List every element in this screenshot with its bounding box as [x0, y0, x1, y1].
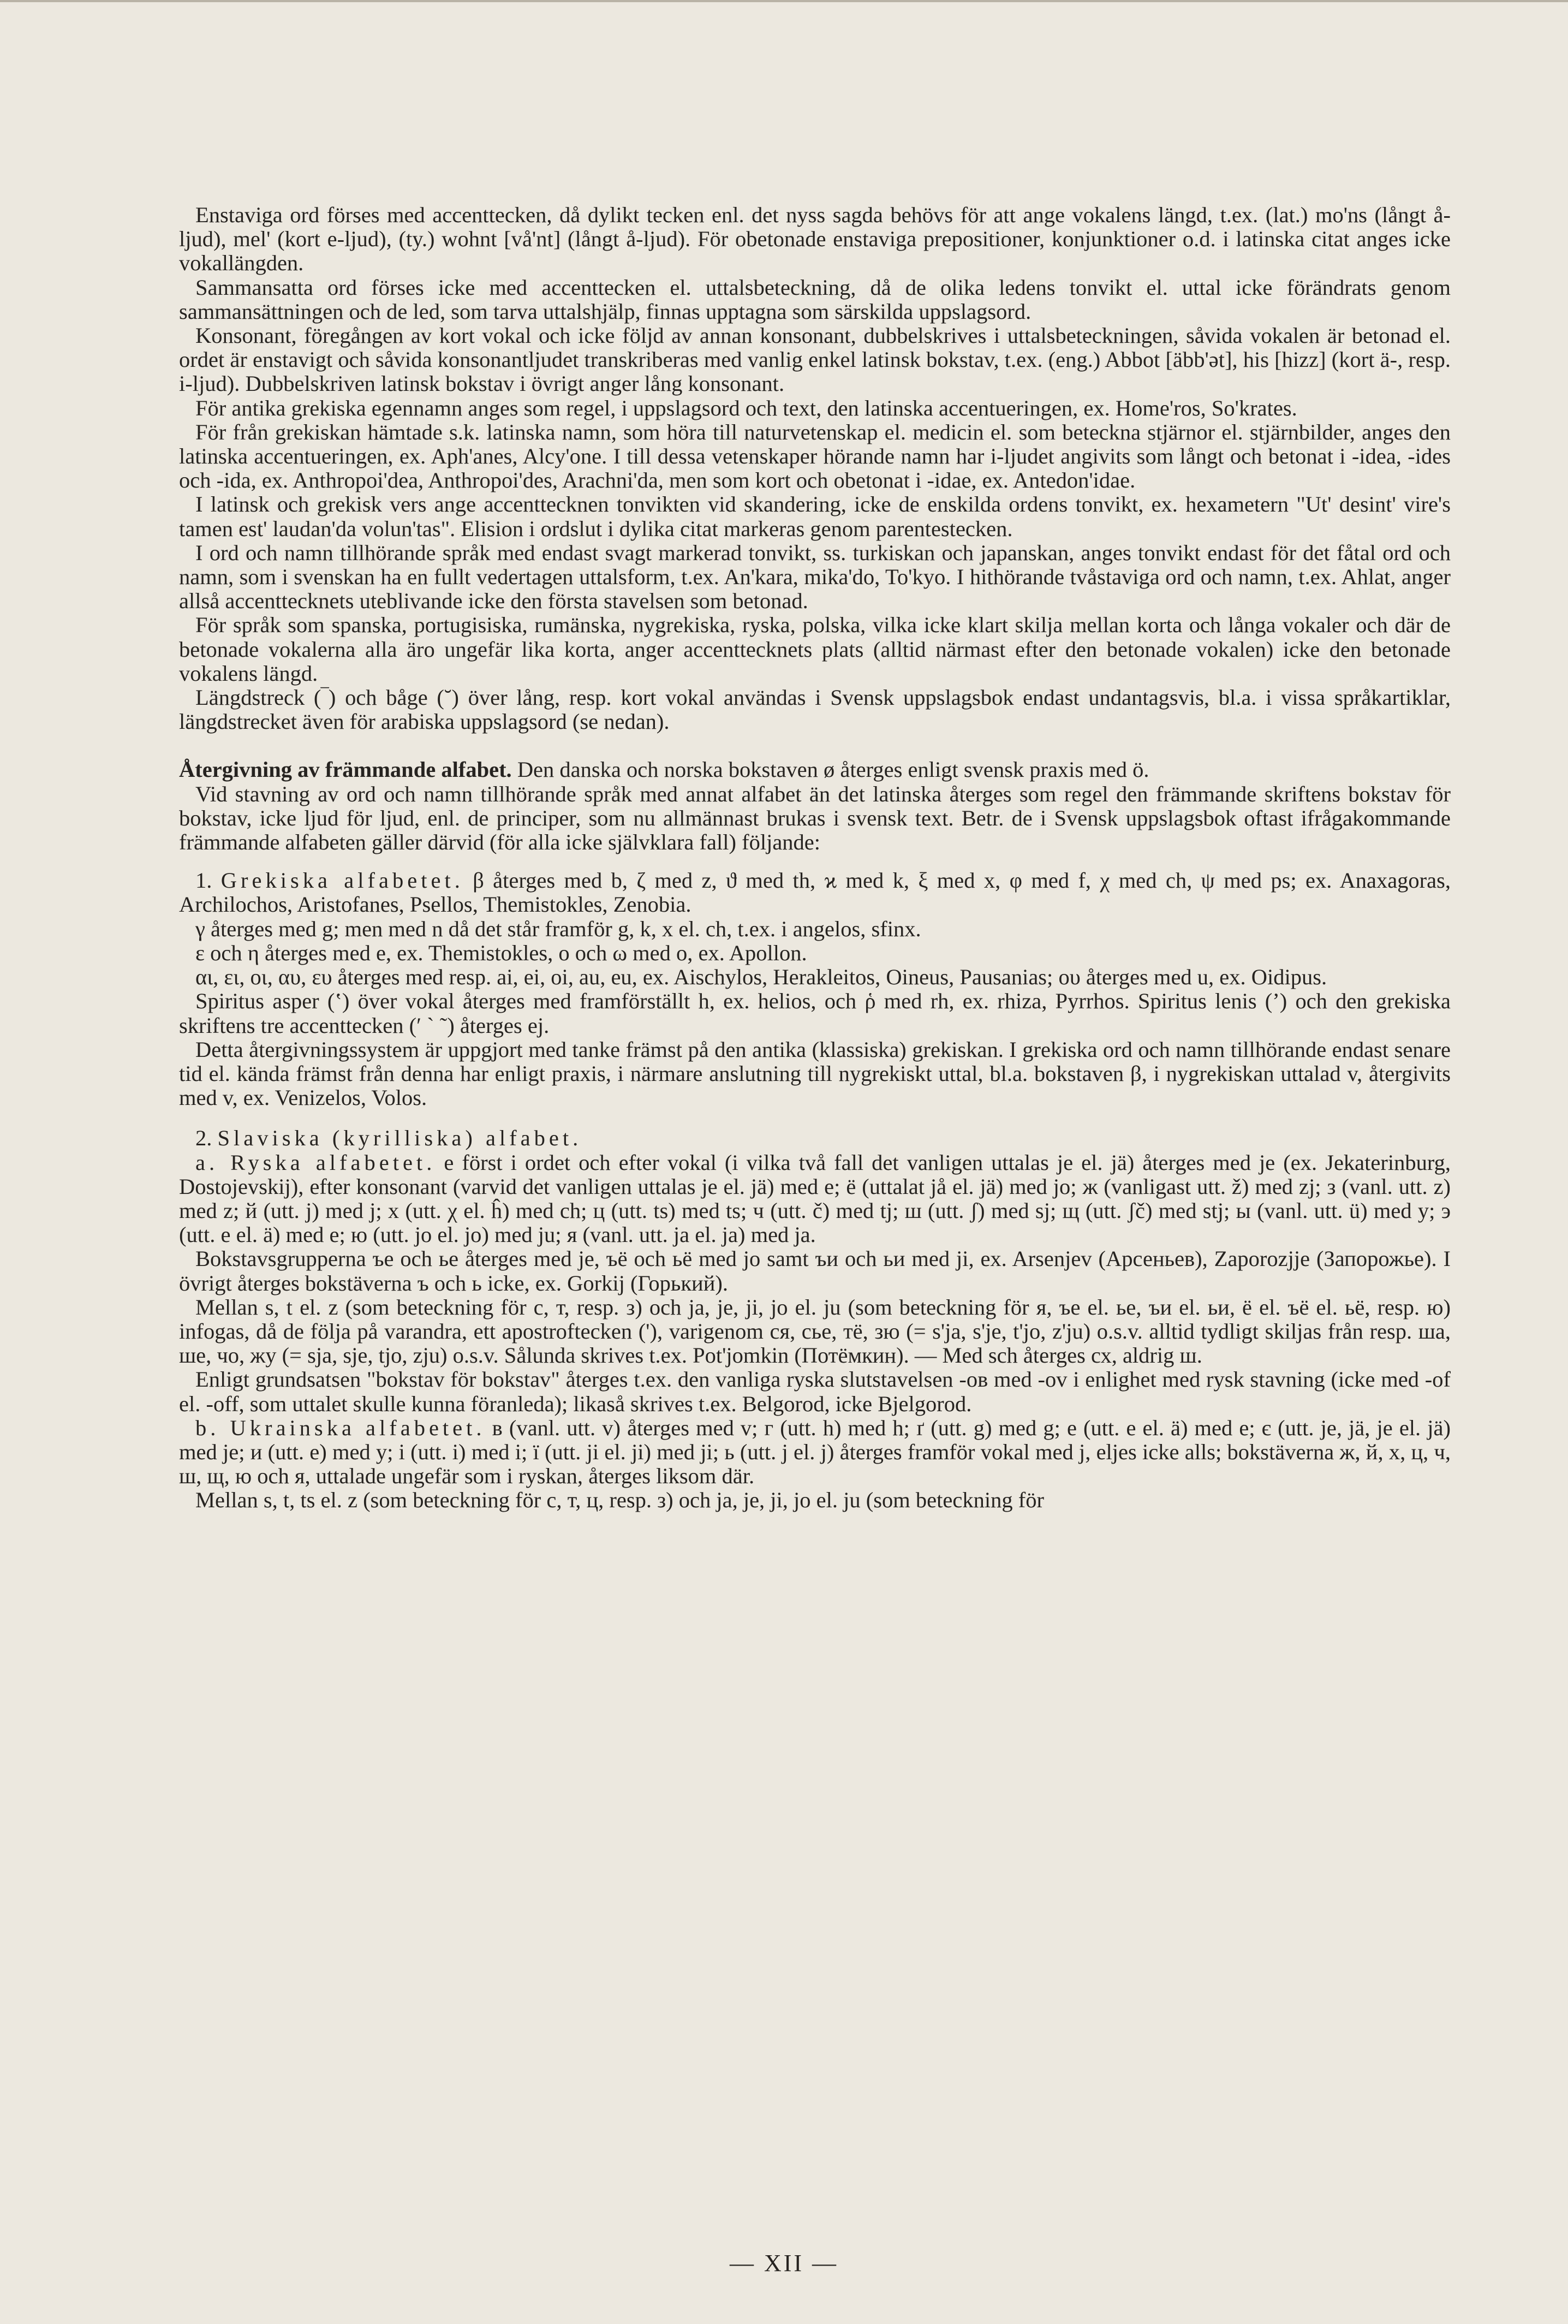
section-intro: Den danska och norska bokstaven ø återges enligt svensk praxis med ö.: [517, 757, 1149, 782]
russian-label: a. Ryska alfabetet.: [195, 1150, 436, 1175]
greek-lead-text: β återges med b, ζ med z, ϑ med th, ϰ med k, ξ med x, φ med f, χ med ch, ψ med ps; ex. Anaxagoras, Archilochos, Aristofanes, Psellos, Themistokles, Zenobia.: [179, 868, 1451, 917]
greek-line-diphthongs: αι, ει, οι, αυ, ευ återges med resp. ai, ei, oi, au, eu, ex. Aischylos, Herakleitos, Oineus, Pausanias; ου återges med u, ex. Oidipus.: [195, 965, 1327, 990]
page-number: — XII —: [729, 2250, 839, 2277]
paragraph-konsonant: Konsonant, föregången av kort vokal och icke följd av annan konsonant, dubbelskrives i uttalsbeteckningen, såvida vokalen är betonad el. ordet är enstavigt och såvida konsonantljudet transkriberas med vanlig enkel latinsk bokstav, t.ex. (eng.) Abbot [äbb'ət], his [hizz] (kort ä-, resp. i-ljud). Dubbelskriven latinsk bokstav i övrigt anger lång konsonant.: [179, 323, 1451, 396]
section-heading-paragraph: [179, 758, 1451, 782]
paragraph-antika-grekiska: För antika grekiska egennamn anges som regel, i uppslagsord och text, den latinska accentueringen, ex. Home'ros, So'krates.: [195, 395, 1297, 420]
russian-lead: [179, 1151, 1451, 1247]
ukrainian-label: b. Ukrainska alfabetet.: [195, 1415, 486, 1440]
greek-line-gamma: γ återges med g; men med n då det står framför g, k, x el. ch, t.ex. i angelos, sfinx.: [195, 916, 921, 941]
ukrainian-last-line: Mellan s, t, ts el. z (som beteckning för с, т, ц, resp. з) och ja, je, ji, jo el. ju (som beteckning för: [195, 1488, 1044, 1513]
slavic-number: 2.: [195, 1126, 212, 1151]
section-gap: [179, 1110, 1451, 1126]
paragraph-enstaviga: Enstaviga ord förses med accenttecken, då dylikt tecken enl. det nyss sagda behövs för att ange vokalens längd, t.ex. (lat.) mo'ns (långt å-ljud), mel' (kort e-ljud), (ty.) wohnt [vå'nt] (långt å-ljud). För obetonade enstaviga prepositioner, konjunktioner o.d. i latinska citat anges icke vokallängden.: [179, 203, 1451, 276]
paragraph-svag-tonvikt: I ord och namn tillhörande språk med endast svagt markerad tonvikt, ss. turkiskan och japanskan, anges tonvikt endast för det fåtal ord och namn, som i svenskan ha en fullt vedertagen uttalsform, t.ex. An'kara, mika'do, To'kyo. I hithörande tvåstaviga ord och namn, t.ex. Ahlat, anger allså accenttecknets uteblivande icke den första stavelsen som betonad.: [179, 540, 1451, 614]
greek-line-system: Detta återgivningssystem är uppgjort med tanke främst på den antika (klassiska) grekiskan. I grekiska ord och namn tillhörande endast senare tid el. kända främst från denna har enligt praxis, i närmare anslutning till nygrekiskt uttal, bl.a. bokstaven β, i nygrekiskan uttalad v, återgivits med v, ex. Venizelos, Volos.: [179, 1037, 1451, 1110]
paragraph-spraak: För språk som spanska, portugisiska, rumänska, nygrekiska, ryska, polska, vilka icke klart skilja mellan korta och långa vokaler och där de betonade vokalerna alla äro ungefär lika korta, anger accenttecknets plats (alltid närmast efter den betonade vokalen) icke den betonade vokalens längd.: [179, 613, 1451, 686]
greek-line-epsilon: ε och η återges med e, ex. Themistokles, ο och ω med o, ex. Apollon.: [195, 940, 807, 965]
russian-line-apostrophe: Mellan s, t el. z (som beteckning för с, т, resp. з) och ja, je, ji, jo el. ju (som beteckning för я, ъе el. ье, ъи el. ьи, ё el. ъё el. ьё, resp. ю) infogas, då de följa på varandra, ett apostroftecken ('), varigenom ся, сье, тё, зю (= s'ja, s'je, t'jo, z'ju) o.s.v. alltid tydligt skiljas från resp. ша, ше, чо, жу (= sja, sje, tjo, zju) o.s.v. Sålunda skrives t.ex. Pot'jomkin (Потёмкин). — Med sch återges сх, aldrig ш.: [179, 1294, 1451, 1368]
slavic-heading: [179, 1126, 1451, 1150]
section-heading: Återgivning av främmande alfabet.: [179, 757, 512, 782]
russian-line-principle: Enligt grundsatsen "bokstav för bokstav" återges t.ex. den vanliga ryska slutstavelsen -ов med -ov i enlighet med rysk stavning (icke med -of el. -off, som uttalet skulle kunna föranleda); likaså skrives t.ex. Belgorod, icke Bjelgorod.: [179, 1367, 1451, 1416]
paragraph-stavning: Vid stavning av ord och namn tillhörande språk med annat alfabet än det latinska återges som regel den främmande skriftens bokstav för bokstav, icke ljud för ljud, enl. de principer, som nu allmännast brukas i svensk text. Betr. de i Svensk uppslagsbok oftast ifrågakommande främmande alfabeten gäller därvid (för alla icke självklara fall) följande:: [179, 781, 1451, 855]
paragraph-sammansatta: Sammansatta ord förses icke med accenttecken el. uttalsbeteckning, då de olika ledens tonvikt el. uttal icke förändrats genom sammansättningen och de led, som tarva uttalshjälp, finnas upptagna som särskilda uppslagsord.: [179, 275, 1451, 324]
section-gap: [179, 734, 1451, 758]
russian-line-groups: Bokstavsgrupperna ъе och ье återges med je, ъё och ьё med jo samt ъи och ьи med ji, ex. Arsenjev (Арсеньев), Zaporozjje (Запорожье). I övrigt återges bokstäverna ъ och ь icke, ex. Gorkij (Горький).: [179, 1246, 1451, 1295]
greek-line-spiritus: Spiritus asper (ʽ) över vokal återges med framförställt h, ex. helios, och ῥ med rh, ex. rhiza, Pyrrhos. Spiritus lenis (ʼ) och den grekiska skriftens tre accenttecken (ʹ ˋ ˜) återges ej.: [179, 989, 1451, 1038]
greek-lead: [179, 869, 1451, 917]
section-gap: [179, 854, 1451, 869]
paragraph-latinska-namn: För från grekiskan hämtade s.k. latinska namn, som höra till naturvetenskap el. medicin el. som beteckna stjärnor el. stjärnbilder, anges den latinska accentueringen, ex. Aph'anes, Alcy'one. I till dessa vetenskaper hörande namn har i-ljudet angivits som långt och betonat i -idea, -ides och -ida, ex. Anthropoi'dea, Anthropoi'des, Arachni'da, men som kort och obetonat i -idae, ex. Antedon'idae.: [179, 419, 1451, 493]
paragraph-laengdstreck: Längdstreck (‾) och båge (˘) över lång, resp. kort vokal användas i Svensk uppslagsbok endast undantagsvis, bl.a. i vissa språkartiklar, längdstrecket även för arabiska uppslagsord (se nedan).: [179, 685, 1451, 734]
paragraph-vers: I latinsk och grekisk vers ange accenttecknen tonvikten vid skandering, icke de enskilda ordens tonvikt, ex. hexametern "Ut' desint' vire's tamen est' laudan'da volun'tas". Elision i ordslut i dylika citat markeras genom parentestecken.: [179, 492, 1451, 541]
ukrainian-lead-text: в (vanl. utt. v) återges med v; г (utt. h) med h; ґ (utt. g) med g; е (utt. e el. ä) med e; є (utt. je, jä, je el. jä) med je; и (utt. e) med y; і (utt. i) med i; ї (utt. ji el. ji) med ji; ь (utt. j el. j) återges framför vokal med j, eljes icke alls; bokstäverna ж, й, х, ц, ч, ш, щ, ю och я, uttalade ungefär som i ryskan, återges liksom där.: [179, 1415, 1451, 1489]
ukrainian-lead: [179, 1416, 1451, 1489]
greek-title: Grekiska alfabetet.: [220, 868, 464, 893]
greek-number: 1.: [195, 868, 212, 893]
russian-lead-text: е först i ordet och efter vokal (i vilka två fall det vanligen uttalas je el. jä) återges med je (ex. Jekaterinburg, Dostojevskij), efter konsonant (varvid det vanligen uttalas je el. jä) med e; ё (uttalat jå el. jä) med jo; ж (vanligast utt. ž) med zj; з (vanl. utt. z) med z; й (utt. j) med j; х (utt. χ el. ĥ) med ch; ц (utt. ts) med ts; ч (utt. č) med tj; ш (utt. ʃ) med sj; щ (utt. ʃč) med stj; ы (vanl. utt. ü) med y; э (utt. e el. ä) med e; ю (utt. jo el. jo) med ju; я (vanl. utt. ja el. ja) med ja.: [179, 1150, 1451, 1247]
slavic-title: Slaviska (kyrilliska) alfabet.: [217, 1126, 582, 1151]
